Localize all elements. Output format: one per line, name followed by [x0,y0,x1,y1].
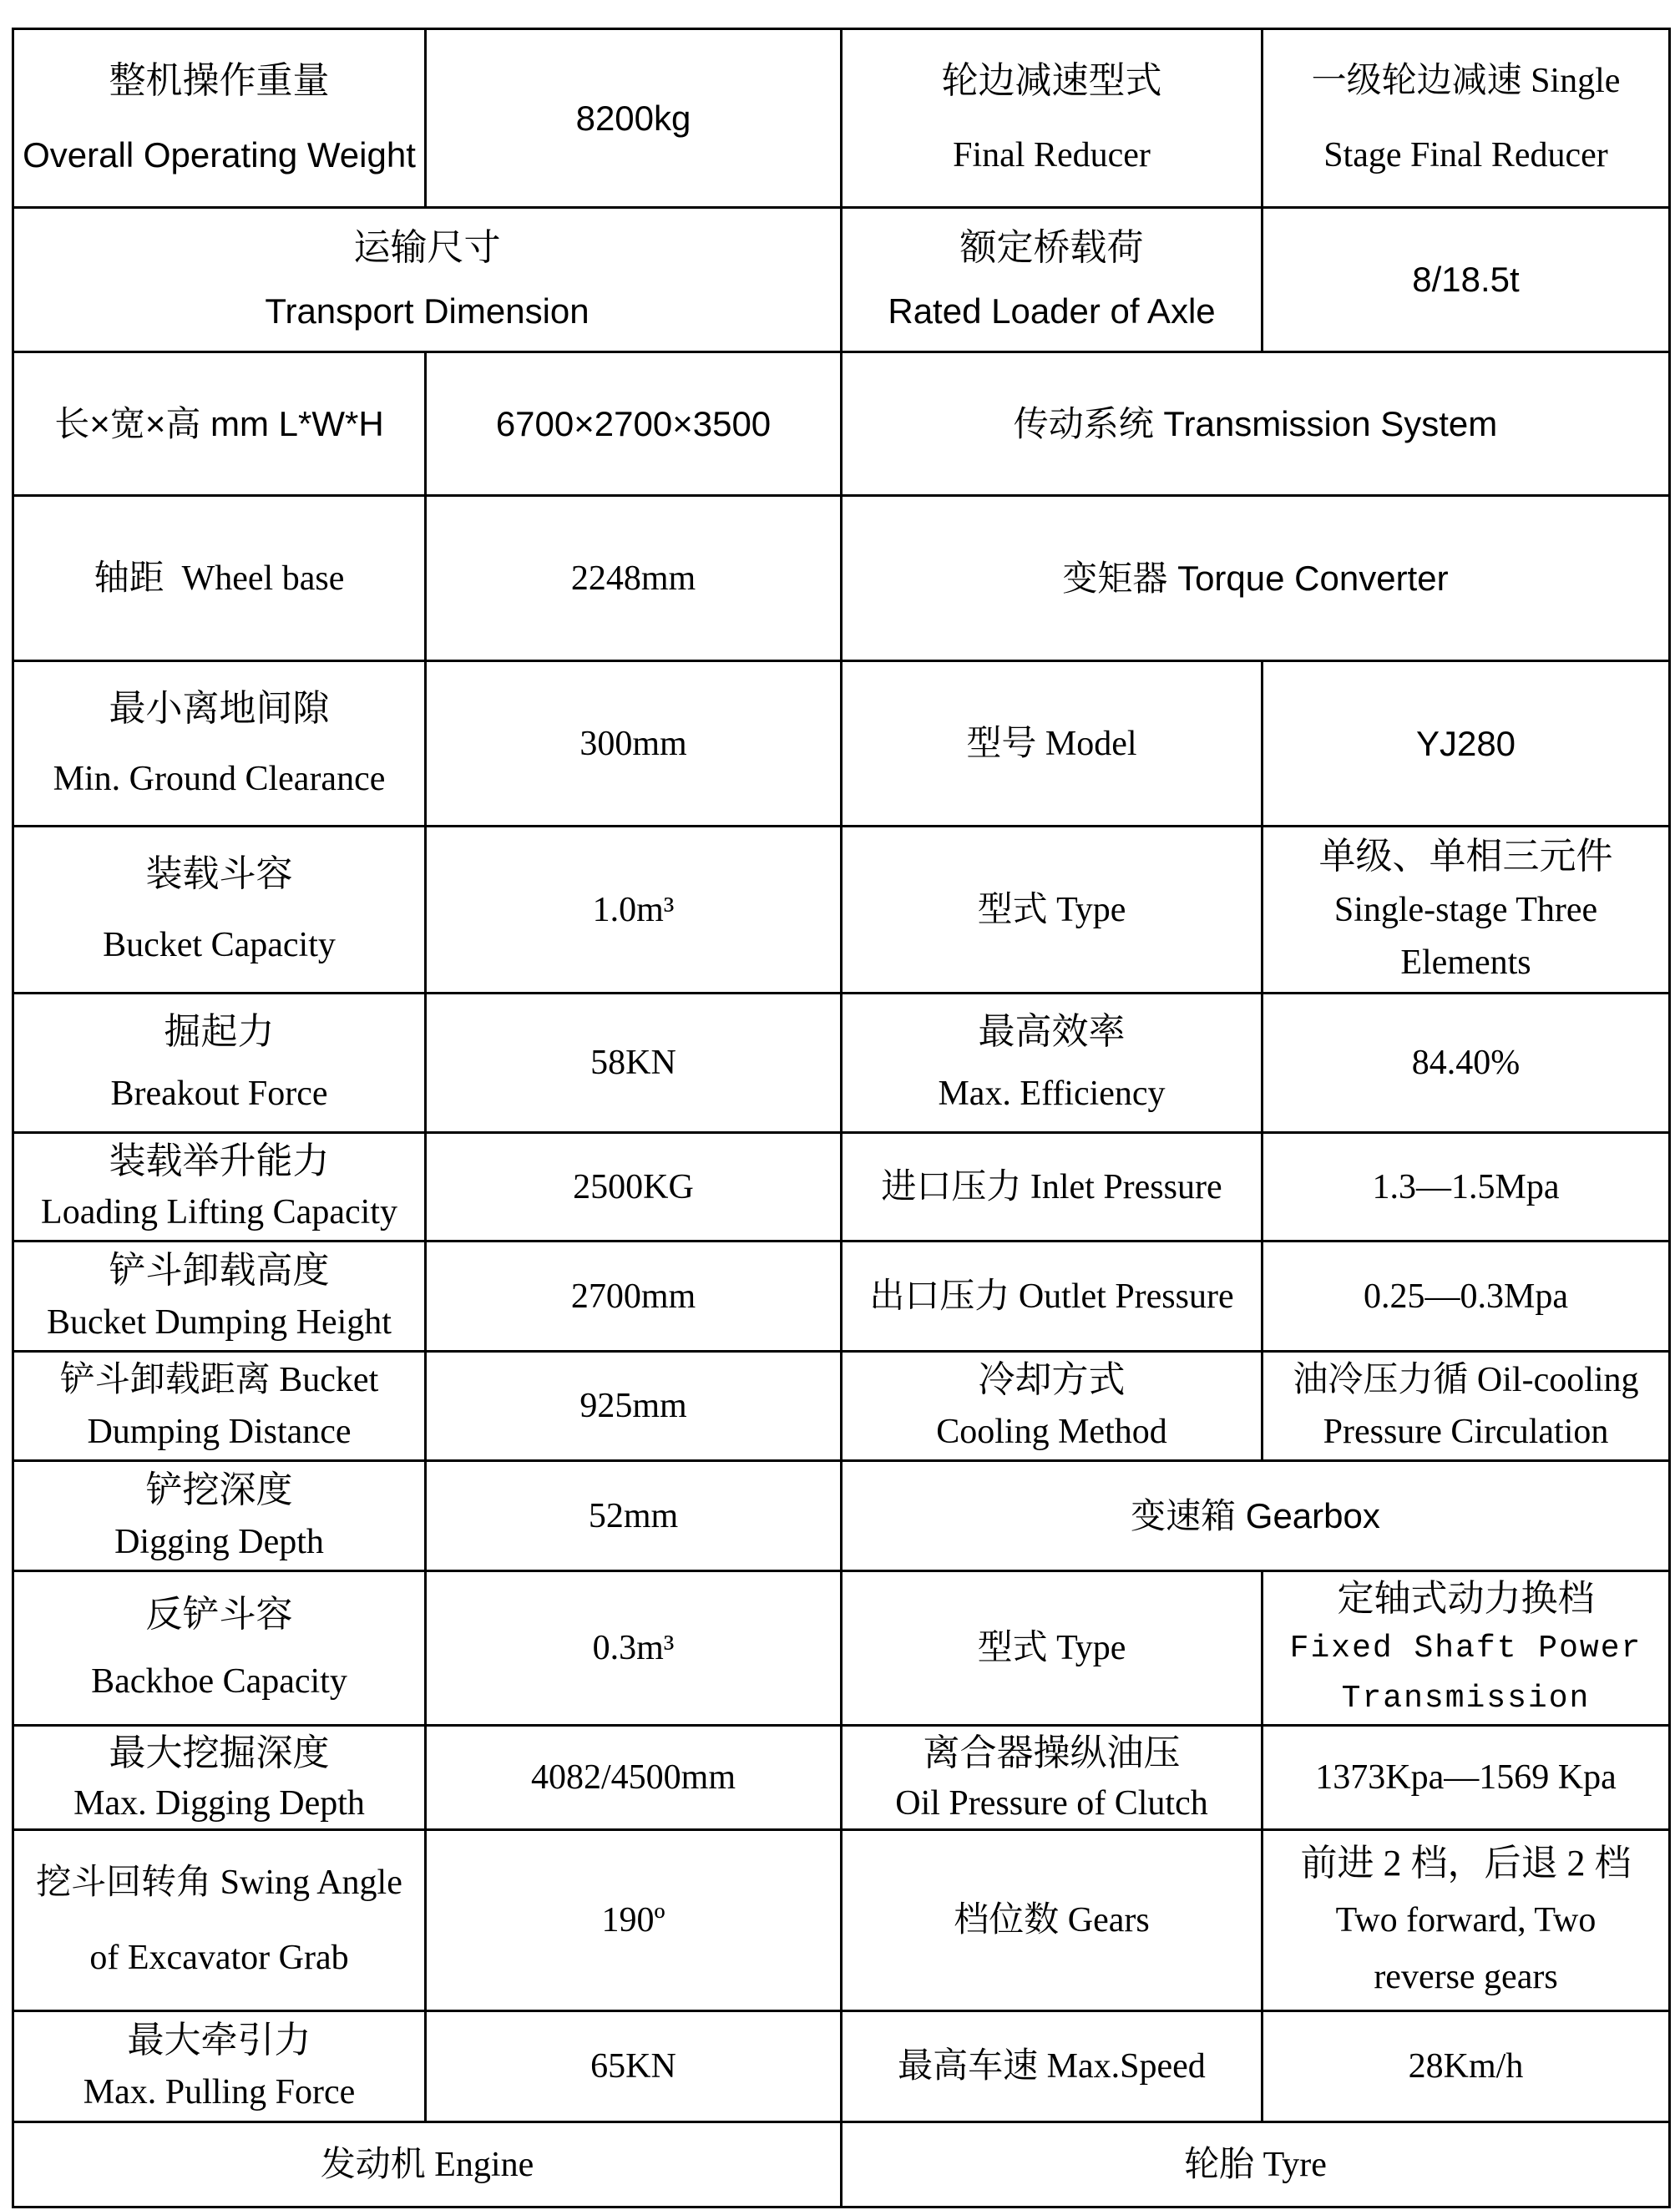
cell-line: 65KN [590,2047,676,2086]
cell-line: Two forward, Two [1335,1901,1597,1939]
label-rated-loader-of-axle [842,208,1263,352]
cell-line: 变矩器 Torque Converter [1062,558,1449,598]
cell-line: 型号 Model [966,724,1137,763]
cell-line: Max. Digging Depth [73,1783,365,1823]
value-max-pulling-force [426,2011,842,2122]
value-outlet-pressure [1263,1242,1670,1352]
label-outlet-pressure [842,1242,1263,1352]
cell-line: 84.40% [1411,1044,1521,1082]
cell-line: 装载斗容 [145,853,293,895]
value-bucket-dumping-height [426,1242,842,1352]
cell-line: Fixed Shaft Power [1289,1630,1642,1666]
table-row [13,2011,1670,2122]
value-bucket-dumping-distance [426,1352,842,1461]
cell-line: 52mm [588,1496,679,1535]
cell-line: Stage Final Reducer [1323,136,1608,175]
cell-line: 轴距 Wheel base [94,559,345,598]
cell-line: Pressure Circulation [1323,1412,1609,1451]
label-max-pulling-force [13,2011,426,2122]
cell-line: 最小离地间隙 [109,687,330,729]
label-max-efficiency [842,994,1263,1133]
cell-line: Max. Pulling Force [83,2073,356,2112]
cell-line: 装载举升能力 [109,1140,330,1181]
cell-line: 单级、单相三元件 [1318,836,1613,877]
value-dimensions-lwh [426,352,842,496]
label-max-speed [842,2011,1263,2122]
cell-line: Bucket Capacity [103,925,336,964]
cell-line: Breakout Force [110,1074,328,1113]
table-row [13,1726,1670,1830]
cell-line: 变速箱 Gearbox [1131,1495,1380,1535]
label-bucket-dumping-height [13,1242,426,1352]
value-backhoe-capacity [426,1571,842,1726]
section-transmission-system [842,352,1670,496]
cell-line: reverse gears [1374,1957,1558,1996]
value-rated-loader-of-axle [1263,208,1670,352]
value-swing-angle [426,1830,842,2011]
cell-line: 925mm [579,1387,687,1425]
cell-line: 2500KG [573,1167,694,1206]
cell-line: Min. Ground Clearance [53,759,386,798]
cell-line: Elements [1400,943,1531,982]
cell-line: 1.3—1.5Mpa [1372,1167,1560,1206]
cell-line: YJ280 [1415,723,1516,763]
cell-line: 定轴式动力换档 [1337,1577,1595,1619]
table-row [13,1242,1670,1352]
value-wheel-base [426,496,842,661]
table-row [13,1830,1670,2011]
cell-line: 28Km/h [1408,2047,1524,2086]
cell-line: 轮胎 Tyre [1184,2145,1327,2184]
cell-line: 2700mm [570,1277,696,1316]
value-max-efficiency [1263,994,1670,1133]
cell-line: 挖斗回转角 Swing Angle [36,1863,402,1902]
table-row [13,352,1670,496]
cell-line: 8200kg [575,98,691,138]
cell-line: 铲斗卸载高度 [109,1249,330,1291]
machine-spec-table [12,28,1671,2208]
value-oil-pressure-of-clutch [1263,1726,1670,1830]
label-model [842,661,1263,827]
label-overall-operating-weight [13,29,426,208]
cell-line: 4082/4500mm [530,1758,736,1797]
cell-line: Oil Pressure of Clutch [895,1783,1208,1823]
cell-line: Backhoe Capacity [91,1661,347,1701]
section-gearbox [842,1461,1670,1571]
value-breakout-force [426,994,842,1133]
section-tyre [842,2122,1670,2207]
value-min-ground-clearance [426,661,842,827]
cell-line: 型式 Type [977,890,1126,929]
section-torque-converter [842,496,1670,661]
cell-line: 1373Kpa—1569 Kpa [1315,1758,1617,1797]
value-max-digging-depth [426,1726,842,1830]
table-row [13,29,1670,208]
cell-line: Rated Loader of Axle [888,291,1216,331]
label-cooling-method [842,1352,1263,1461]
label-type-torque-converter [842,827,1263,994]
cell-line: 0.3m³ [592,1629,675,1667]
cell-line: 8/18.5t [1412,260,1520,299]
cell-line: 最大牵引力 [127,2019,311,2061]
table-row [13,208,1670,352]
value-type-torque-converter [1263,827,1670,994]
cell-line: 一级轮边减速 Single [1311,61,1621,100]
label-bucket-capacity [13,827,426,994]
cell-line: 型式 Type [977,1629,1126,1667]
cell-line: 油冷压力循 Oil-cooling [1293,1361,1639,1400]
value-inlet-pressure [1263,1133,1670,1242]
table-row [13,2122,1670,2207]
table-row [13,1133,1670,1242]
cell-line: 前进 2 档，后退 2 档 [1300,1843,1632,1884]
table-row [13,1571,1670,1726]
cell-line: of Excavator Grab [89,1939,349,1978]
label-oil-pressure-of-clutch [842,1726,1263,1830]
cell-line: Transport Dimension [265,291,590,331]
cell-line: Final Reducer [953,136,1151,175]
value-bucket-capacity [426,827,842,994]
cell-line: 额定桥载荷 [959,227,1144,269]
value-max-speed [1263,2011,1670,2122]
table-row [13,496,1670,661]
label-swing-angle [13,1830,426,2011]
cell-line: 掘起力 [164,1011,275,1053]
label-final-reducer [842,29,1263,208]
label-loading-lifting-capacity [13,1133,426,1242]
cell-line: 轮边减速型式 [941,59,1162,101]
cell-line: 最高车速 Max.Speed [898,2047,1206,2086]
cell-line: Cooling Method [936,1412,1167,1451]
value-digging-depth [426,1461,842,1571]
label-dimensions-lwh [13,352,426,496]
cell-line: 58KN [590,1044,676,1082]
cell-line: Dumping Distance [87,1412,352,1451]
cell-line: 长×宽×高 mm L*W*H [54,403,384,443]
value-type-gearbox [1263,1571,1670,1726]
value-cooling-method [1263,1352,1670,1461]
cell-line: 6700×2700×3500 [495,403,772,443]
cell-line: 1.0m³ [592,890,675,929]
value-model [1263,661,1670,827]
cell-line: 铲斗卸载距离 Bucket [59,1361,379,1400]
cell-line: Digging Depth [114,1522,324,1561]
section-engine [13,2122,842,2207]
table-row [13,994,1670,1133]
cell-line: Bucket Dumping Height [47,1302,392,1342]
value-overall-operating-weight [426,29,842,208]
cell-line: 最大挖掘深度 [109,1732,330,1773]
cell-line: 出口压力 Outlet Pressure [869,1277,1234,1316]
cell-line: Overall Operating Weight [23,135,416,175]
table-row [13,661,1670,827]
cell-line: 档位数 Gears [954,1901,1150,1939]
label-inlet-pressure [842,1133,1263,1242]
cell-line: 2248mm [570,559,696,598]
cell-line: Loading Lifting Capacity [41,1193,397,1232]
label-gears [842,1830,1263,2011]
section-transport-dimension [13,208,842,352]
cell-line: 190º [601,1901,665,1939]
table-row [13,1461,1670,1571]
cell-line: 运输尺寸 [353,227,501,269]
value-gears [1263,1830,1670,2011]
cell-line: 冷却方式 [978,1359,1126,1401]
label-min-ground-clearance [13,661,426,827]
label-wheel-base [13,496,426,661]
cell-line: 发动机 Engine [320,2145,534,2184]
label-bucket-dumping-distance [13,1352,426,1461]
table-row [13,1352,1670,1461]
cell-line: 0.25—0.3Mpa [1364,1277,1568,1316]
cell-line: Max. Efficiency [938,1074,1166,1113]
cell-line: 300mm [579,724,687,763]
cell-line: 传动系统 Transmission System [1013,403,1498,443]
label-breakout-force [13,994,426,1133]
cell-line: 最高效率 [978,1011,1126,1053]
cell-line: 离合器操纵油压 [923,1732,1181,1773]
cell-line: 整机操作重量 [109,59,330,101]
label-type-gearbox [842,1571,1263,1726]
cell-line: 铲挖深度 [145,1469,293,1510]
cell-line: 进口压力 Inlet Pressure [881,1167,1222,1206]
table-row [13,827,1670,994]
cell-line: Single-stage Three [1333,890,1598,929]
cell-line: Transmission [1341,1680,1591,1717]
value-loading-lifting-capacity [426,1133,842,1242]
value-final-reducer [1263,29,1670,208]
cell-line: 反铲斗容 [145,1594,293,1636]
label-max-digging-depth [13,1726,426,1830]
label-digging-depth [13,1461,426,1571]
label-backhoe-capacity [13,1571,426,1726]
